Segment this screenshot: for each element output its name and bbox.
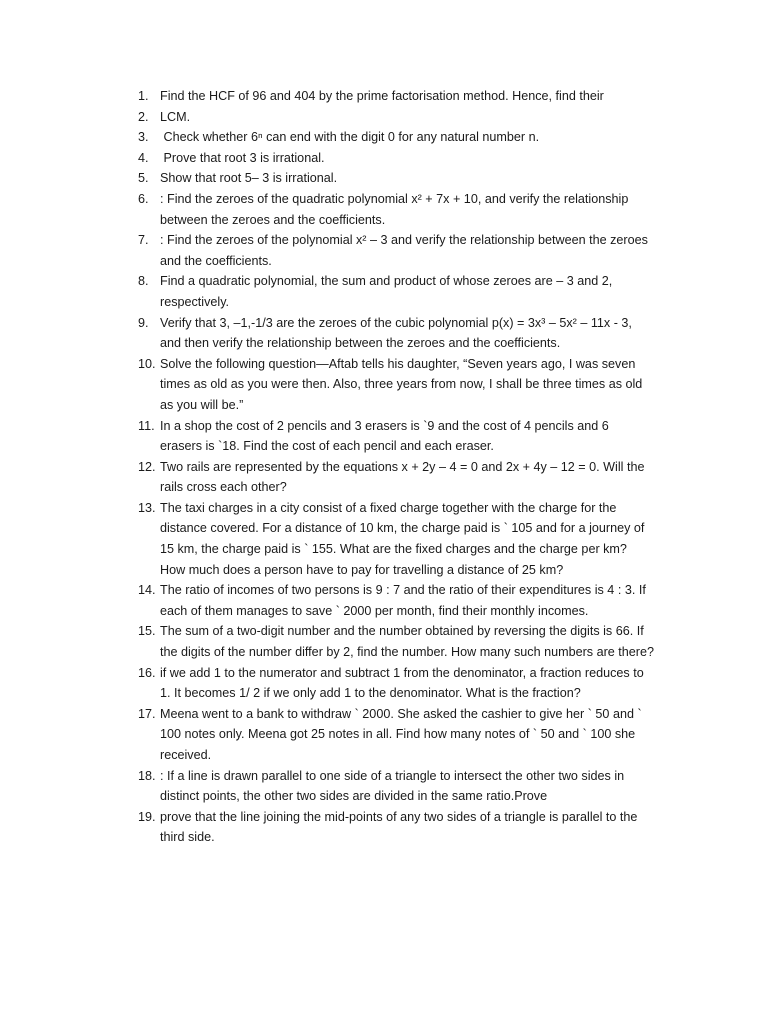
question-text: Prove that root 3 is irrational. (160, 150, 325, 165)
question-text: : Find the zeroes of the quadratic polynomial x² + 7x + 10, and verify the relationship between the zeroes and the coefficients. (160, 191, 632, 227)
question-text: Solve the following question—Aftab tells his daughter, “Seven years ago, I was seven times as old as you were then. Also, three years from now, I shall be three times as old as you will be.” (160, 356, 646, 412)
question-item (138, 189, 654, 230)
question-text: prove that the line joining the mid-points of any two sides of a triangle is parallel to the third side. (160, 809, 641, 845)
question-item (138, 107, 654, 128)
question-number: 16. (138, 665, 156, 680)
question-text: The ratio of incomes of two persons is 9 : 7 and the ratio of their expenditures is 4 : 3. If each of them manages to save ` 2000 per month, find their monthly incomes. (160, 583, 650, 618)
question-item (138, 621, 654, 662)
question-number: 12. (138, 459, 156, 474)
question-number: 2. (138, 109, 149, 124)
question-item (138, 354, 654, 416)
question-number: 14. (138, 583, 156, 598)
question-number: 4. (138, 150, 149, 165)
question-text: Check whether 6ⁿ can end with the digit 0 for any natural number n. (160, 130, 540, 145)
question-item (138, 498, 654, 580)
question-text: : If a line is drawn parallel to one side of a triangle to intersect the other two sides in distinct points, the other two sides are divided in the same ratio.Prove (160, 768, 628, 804)
question-item (138, 580, 654, 621)
question-text: Two rails are represented by the equations x + 2y – 4 = 0 and 2x + 4y – 12 = 0. Will the rails cross each other? (160, 459, 648, 495)
question-number: 1. (138, 89, 149, 103)
question-item (138, 230, 654, 271)
question-number: 6. (138, 191, 149, 206)
question-item (138, 457, 654, 498)
question-number: 3. (138, 130, 149, 145)
question-item (138, 168, 654, 189)
question-number: 11. (138, 418, 155, 433)
question-text: Verify that 3, –1,-1/3 are the zeroes of the cubic polynomial p(x) = 3x³ – 5x² – 11x - 3, and then verify the relationship between the zeroes and the coefficients. (160, 315, 636, 351)
question-item (138, 148, 654, 169)
question-item (138, 127, 654, 148)
question-item (138, 807, 654, 848)
question-list (138, 86, 654, 848)
question-item (138, 416, 654, 457)
question-number: 10. (138, 356, 156, 371)
question-item (138, 704, 654, 766)
question-number: 8. (138, 274, 149, 289)
question-number: 15. (138, 624, 156, 639)
question-text: The sum of a two-digit number and the number obtained by reversing the digits is 66. If the digits of the number differ by 2, find the number. How many such numbers are there? (160, 624, 654, 660)
question-text: if we add 1 to the numerator and subtract 1 from the denominator, a fraction reduces to 1. It becomes 1/ 2 if we only add 1 to the denominator. What is the fraction? (160, 665, 648, 701)
question-text: The taxi charges in a city consist of a fixed charge together with the charge for the distance covered. For a distance of 10 km, the charge paid is ` 105 and for a journey of 15 km, the charge paid is ` 155. What are the fixed charges and the charge per km? How much does a person have to pay for travelling a distance of 25 km? (160, 500, 648, 577)
question-number: 5. (138, 171, 149, 186)
question-text: Meena went to a bank to withdraw ` 2000. She asked the cashier to give her ` 50 and ` 100 notes only. Meena got 25 notes in all. Find how many notes of ` 50 and ` 100 she received. (160, 706, 646, 762)
question-number: 13. (138, 500, 156, 515)
question-item (138, 271, 654, 312)
question-number: 19. (138, 809, 156, 824)
question-number: 17. (138, 706, 156, 721)
question-text: Find a quadratic polynomial, the sum and product of whose zeroes are – 3 and 2, respectively. (160, 274, 616, 309)
question-number: 7. (138, 233, 149, 248)
question-text: : Find the zeroes of the polynomial x² – 3 and verify the relationship between the zeroes and the coefficients. (160, 233, 652, 268)
question-text: In a shop the cost of 2 pencils and 3 erasers is `9 and the cost of 4 pencils and 6 erasers is `18. Find the cost of each pencil and each eraser. (160, 418, 613, 454)
question-number: 9. (138, 315, 149, 330)
question-text: Find the HCF of 96 and 404 by the prime factorisation method. Hence, find their (160, 89, 604, 103)
question-number: 18. (138, 768, 156, 783)
question-text: LCM. (160, 109, 191, 124)
question-item (138, 766, 654, 807)
question-text: Show that root 5– 3 is irrational. (160, 171, 338, 186)
question-item (138, 313, 654, 354)
question-item (138, 663, 654, 704)
question-item (138, 86, 654, 107)
